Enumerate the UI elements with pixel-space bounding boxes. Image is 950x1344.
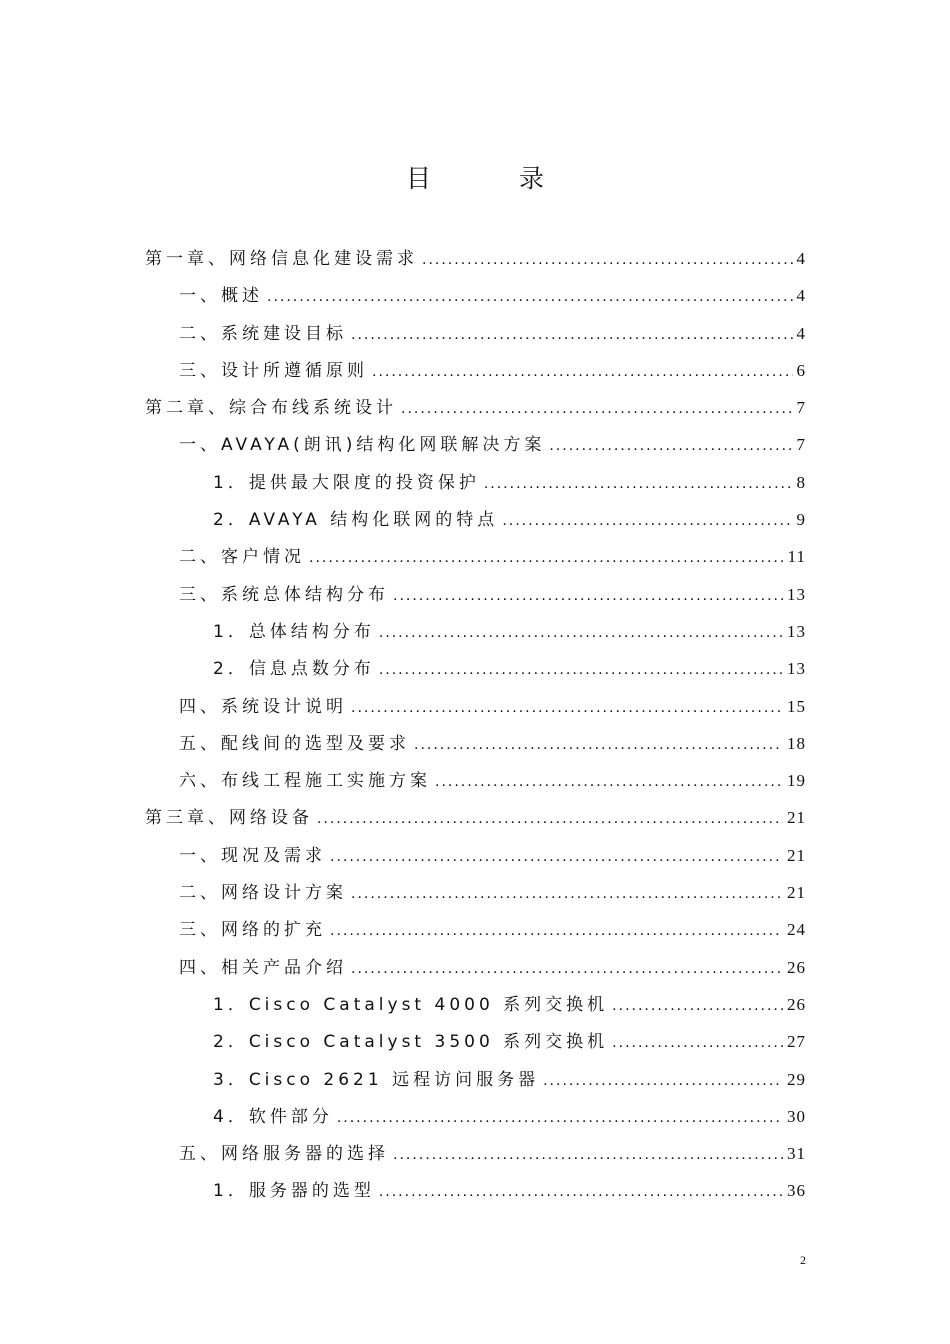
toc-entry[interactable] [145,576,806,613]
toc-entry-title: 一、概述 [179,286,263,307]
toc-entry-title: 一、现况及需求 [179,845,326,866]
dot-leader [393,578,783,615]
toc-entry[interactable] [145,650,806,687]
toc-entry-title: 3．Cisco 2621 远程访问服务器 [213,1069,540,1090]
toc-entry[interactable] [145,352,806,389]
toc-entry[interactable] [145,1023,806,1060]
toc-entry-page: 18 [787,733,806,753]
dot-leader [351,317,793,354]
toc-entry-page: 31 [787,1144,806,1164]
toc-entry-page: 9 [796,510,806,530]
toc-entry-page: 21 [787,883,806,903]
toc-entry-title: 2．Cisco Catalyst 3500 系列交换机 [213,1032,609,1053]
toc-entry-title: 二、网络设计方案 [179,883,347,904]
toc-entry-page: 26 [787,994,806,1014]
dot-leader [484,466,793,503]
toc-entry-title: 五、网络服务器的选择 [179,1144,389,1165]
toc-entry-title: 五、配线间的选型及要求 [179,733,410,754]
toc-entry[interactable] [145,501,806,538]
toc-entry-page: 21 [787,808,806,828]
dot-leader [379,615,783,652]
dot-leader [351,951,783,988]
toc-entry-title: 一、AVAYA(朗讯)结构化网联解决方案 [179,435,546,456]
dot-leader [267,279,793,316]
page-title: 目 录 [406,163,584,193]
toc-entry-page: 27 [787,1032,806,1052]
toc-entry-page: 7 [796,435,806,455]
toc-entry-title: 第一章、网络信息化建设需求 [145,249,418,269]
dot-leader [330,839,783,876]
toc-entry-page: 6 [796,360,806,380]
dot-leader [401,391,793,428]
dot-leader [317,801,783,838]
dot-leader [435,764,783,801]
dot-leader [612,1025,783,1062]
dot-leader [309,540,784,577]
toc-entry-title: 2．信息点数分布 [213,659,375,680]
toc-entry[interactable] [145,949,806,986]
toc-entry-title: 1．Cisco Catalyst 4000 系列交换机 [213,994,609,1015]
toc-entry-page: 4 [796,286,806,306]
toc-entry-title: 2．AVAYA 结构化联网的特点 [213,510,499,531]
toc-entry[interactable] [145,389,806,426]
toc-entry-title: 三、系统总体结构分布 [179,584,389,605]
toc-entry-title: 四、相关产品介绍 [179,957,347,978]
toc-entry-page: 29 [787,1069,806,1089]
toc-entry-title: 1．总体结构分布 [213,621,375,642]
toc-entry[interactable] [145,426,806,463]
toc-entry[interactable] [145,464,806,501]
toc-entry[interactable] [145,240,806,277]
toc-entry-title: 二、系统建设目标 [179,323,347,344]
page-number: 2 [800,1253,806,1267]
dot-leader [414,727,783,764]
toc-entry[interactable] [145,277,806,314]
toc-entry-page: 15 [787,696,806,716]
toc-entry[interactable] [145,725,806,762]
toc-entry[interactable] [145,688,806,725]
toc-entry[interactable] [145,538,806,575]
dot-leader [379,1174,783,1211]
toc-entry-page: 13 [787,584,806,604]
toc-entry[interactable] [145,1135,806,1172]
dot-leader [543,1063,783,1100]
dot-leader [330,913,783,950]
toc-entry-title: 六、布线工程施工实施方案 [179,771,431,792]
toc-entry[interactable] [145,799,806,836]
toc-entry-page: 13 [787,621,806,641]
toc-entry-title: 第二章、综合布线系统设计 [145,398,397,419]
toc-entry-title: 三、设计所遵循原则 [179,360,368,381]
toc-entry[interactable] [145,613,806,650]
dot-leader [337,1100,783,1137]
toc-entry[interactable] [145,1098,806,1135]
toc-entry-page: 19 [787,771,806,791]
toc-entry-page: 13 [787,659,806,679]
toc-entry-page: 21 [787,845,806,865]
toc-entry-title: 1．服务器的选型 [213,1181,375,1202]
table-of-contents [145,240,806,1210]
dot-leader [393,1137,783,1174]
toc-entry-title: 第三章、网络设备 [145,808,313,829]
toc-entry[interactable] [145,315,806,352]
toc-entry[interactable] [145,911,806,948]
toc-entry-page: 8 [796,472,806,492]
dot-leader [379,652,783,689]
toc-entry-page: 36 [787,1181,806,1201]
toc-entry[interactable] [145,762,806,799]
toc-entry[interactable] [145,1061,806,1098]
toc-entry[interactable] [145,874,806,911]
dot-leader [351,690,783,727]
dot-leader [422,242,793,279]
dot-leader [612,988,783,1025]
toc-entry-title: 四、系统设计说明 [179,696,347,717]
dot-leader [549,428,792,465]
toc-entry-page: 4 [796,249,806,268]
toc-entry-page: 11 [787,547,806,567]
toc-entry-page: 4 [796,323,806,343]
toc-entry[interactable] [145,986,806,1023]
toc-entry[interactable] [145,1172,806,1209]
toc-entry-page: 30 [787,1106,806,1126]
toc-entry-page: 26 [787,957,806,977]
toc-entry-title: 4．软件部分 [213,1106,333,1127]
toc-entry-title: 二、客户情况 [179,547,305,568]
dot-leader [502,503,792,540]
toc-entry-title: 1．提供最大限度的投资保护 [213,472,480,493]
toc-entry-page: 24 [787,920,806,940]
toc-entry-page: 7 [796,398,806,418]
dot-leader [351,876,783,913]
toc-entry[interactable] [145,837,806,874]
toc-entry-title: 三、网络的扩充 [179,920,326,941]
dot-leader [372,354,793,391]
